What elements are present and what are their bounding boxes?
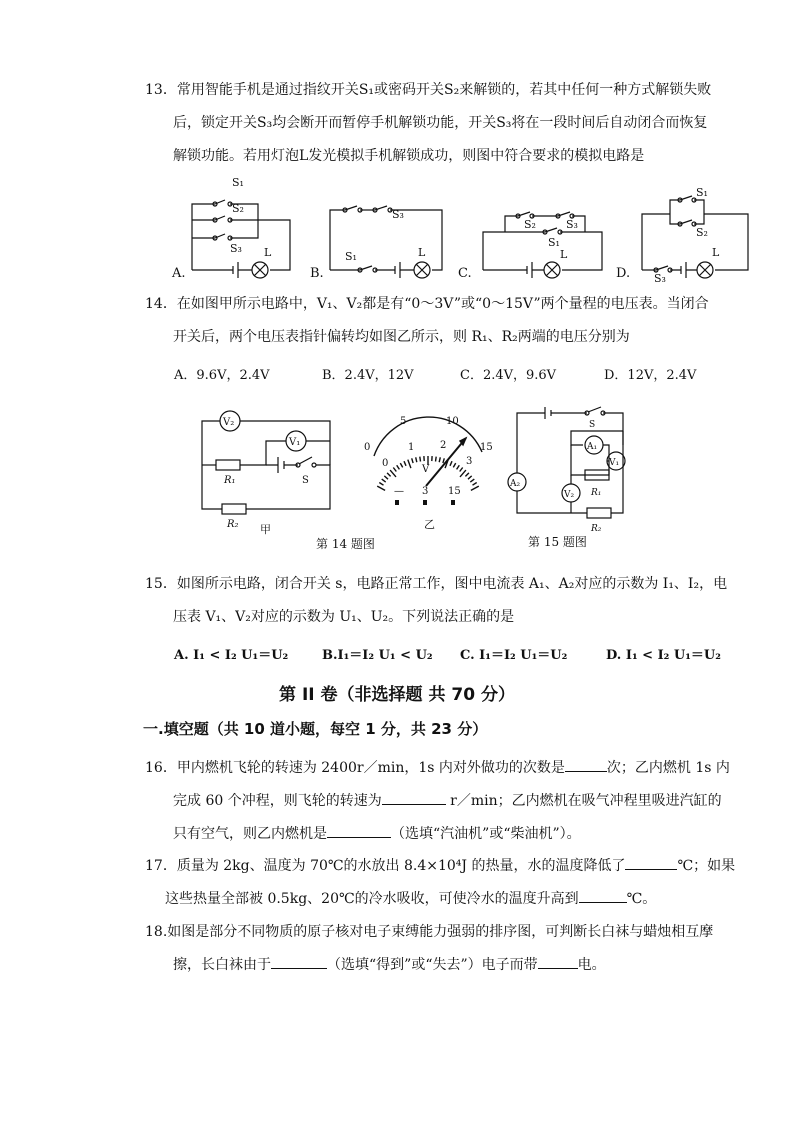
dial-tick [387,473,391,477]
question-15 [145,568,755,634]
dial-tick [400,463,402,467]
q17-text-1a: 17．质量为 2kg、温度为 70℃的水放出 8.4×10⁴J 的热量，水的温度降低了 [145,858,626,874]
q14-figure-caption: 第 14 题图 [316,537,375,551]
q14-line-1: 14．在如图甲所示电路中，V₁、V₂都是有“0～3V”或“0～15V”两个量程的电压表。当闭合 [145,296,709,312]
label-s3-b: S₃ [392,208,404,221]
terminal-15: 15 [448,486,461,497]
q14-option-a: A．9.6V，2.4V [174,368,270,383]
q15-option-c: C. I₁＝I₂ U₁＝U₂ [460,648,568,663]
q15-line-1: 15．如图所示电路，闭合开关 s，电路正常工作，图中电流表 A₁、A₂对应的示数为 I₁、I₂，电 [145,576,728,592]
label-s1-a: S₁ [232,176,244,189]
label-s1-d: S₁ [696,186,708,199]
q15-option-b: B.I₁＝I₂ U₁ < U₂ [322,648,433,663]
label-l-d: L [712,246,720,259]
q16-blank-1[interactable] [565,757,607,772]
q16-text-2b: r／min；乙内燃机在吸气冲程里吸进汽缸的 [445,793,722,809]
dial-tick [439,457,440,462]
dial-tick [470,479,474,482]
dial-tick [382,479,386,482]
q14-figure-jia [194,405,344,535]
q16-line-3 [145,818,755,851]
q15-option-d: D. I₁ < I₂ U₁＝U₂ [606,648,721,663]
outer-tick-15: 15 [480,442,493,453]
label-s2-d: S₂ [696,226,708,239]
q16-text-1b: 次；乙内燃机 1s 内 [606,760,730,776]
q17-line-2 [145,883,755,916]
question-17 [145,850,755,916]
circuit-b [330,206,442,278]
q17-text-2a: 这些热量全部被 0.5kg、20℃的冷水吸收，可使冷水的温度升高到 [165,891,579,907]
label-r2-q15: R₂ [591,524,602,534]
dial-tick [397,465,400,469]
label-s1-c: S₁ [548,236,560,249]
q14-figure-yi-dial [356,410,496,530]
q17-blank-1[interactable] [625,855,677,870]
q14-option-c: C．2.4V，9.6V [460,368,557,383]
dial-tick [471,486,479,490]
label-l-b: L [418,246,426,259]
inner-tick-2: 2 [440,440,447,451]
dial-tick [450,461,452,466]
q17-text-1b: ℃；如果 [677,858,736,874]
outer-tick-5: 5 [400,416,407,427]
q13-option-c: C. [458,266,472,281]
terminal-3: 3 [422,486,429,497]
q16-text-3b: （选填“汽油机”或“柴油机”）。 [391,826,581,842]
q13-line-1: 13．常用智能手机是通过指纹开关S₁或密码开关S₂来解锁的，若其中任何一种方式解锁失败 [145,82,712,98]
dial-tick [393,468,396,472]
q16-line-1 [145,752,755,785]
q18-text-2a: 擦，长白袜由于 [173,957,271,973]
label-s3-a: S₃ [230,242,242,255]
label-v1-q15: V₁ [609,458,620,468]
dial-tick [457,465,460,469]
circuit-d [642,196,748,278]
q14-option-b: B．2.4V，12V [322,368,414,383]
circuit-c [483,212,602,278]
caption-yi: 乙 [424,518,435,530]
q18-text-2b: （选填“得到”或“失去”）电子而带 [327,957,538,973]
label-r1: R₁ [224,475,236,486]
q16-blank-2[interactable] [382,790,446,805]
q18-blank-2[interactable] [538,954,578,969]
label-a2: A₂ [510,479,521,489]
dial-tick [384,476,388,479]
dial-tick [460,468,463,472]
label-r1-q15: R₁ [591,488,602,498]
dial-tick [377,486,385,490]
q15-figure [505,405,635,535]
dial-tick [453,463,455,467]
outer-tick-0: 0 [364,442,371,453]
caption-jia: 甲 [260,523,271,535]
q18-line-1: 18.如图是部分不同物质的原子核对电子束缚能力强弱的排序图，可判断长白袜与蜡烛相互摩 [145,924,714,940]
dial-tick [468,476,472,479]
dial-tick [416,457,417,462]
q16-text-1a: 16．甲内燃机飞轮的转速为 2400r／min，1s 内对外做功的次数是 [145,760,565,776]
inner-tick-0: 0 [382,458,389,469]
inner-tick-3: 3 [466,456,473,467]
q13-line-3: 解锁功能。若用灯泡L发光模拟手机解锁成功，则图中符合要求的模拟电路是 [173,148,645,164]
dial-tick [404,461,406,466]
q17-line-1 [145,850,755,883]
q16-line-2 [145,785,755,818]
label-s2-c: S₂ [524,218,536,231]
q16-text-2a: 完成 60 个冲程，则飞轮的转速为 [173,793,382,809]
label-s3-d: S₃ [654,272,666,284]
part-2-title: 第 II 卷（非选择题 共 70 分） [279,685,515,705]
label-l-c: L [560,248,568,261]
q17-text-2b: ℃。 [626,891,657,907]
dial-tick [436,457,437,462]
q15-line-2: 压表 V₁、V₂对应的示数为 U₁、U₂。下列说法正确的是 [173,609,515,625]
label-s: S [302,475,309,486]
question-16 [145,752,755,851]
q14-option-d: D．12V，2.4V [604,368,697,383]
q15-figure-caption: 第 15 题图 [528,535,587,549]
label-s2-a: S₂ [232,202,244,215]
inner-tick-1: 1 [408,442,415,453]
q13-line-2: 后，锁定开关S₃均会断开而暂停手机解锁功能，开关S₃将在一段时间后自动闭合而恢复 [173,115,708,131]
q13-option-d: D. [616,266,631,281]
label-s3-c: S₃ [566,218,578,231]
q18-text-2c: 电。 [577,957,606,973]
label-v1: V₁ [289,437,301,448]
q15-option-a: A. I₁ < I₂ U₁＝U₂ [174,648,289,663]
dial-tick [473,483,477,486]
q18-line-2 [145,949,755,982]
q14-line-2: 开关后，两个电压表指针偏转均如图乙所示，则 R₁、R₂两端的电压分别为 [173,329,630,345]
label-s1-b: S₁ [345,250,357,263]
dial-tick [412,458,413,463]
dial-tick [443,458,444,463]
q17-blank-2[interactable] [579,888,627,903]
label-a1: A₁ [587,442,598,452]
label-v2: V₂ [223,417,235,428]
question-13 [145,74,755,173]
dial-tick [408,460,411,469]
label-r2: R₂ [227,519,239,530]
label-v2-q15: V₂ [564,490,575,500]
dial-tick [420,457,421,462]
q18-blank-1[interactable] [271,954,327,969]
q13-option-b: B. [310,266,324,281]
dial-tick [465,473,469,477]
dial-tick [379,483,383,486]
question-14 [145,288,755,354]
outer-tick-10: 10 [446,416,459,427]
label-s-q15: S [589,420,596,430]
q16-blank-3[interactable] [327,823,391,838]
q13-option-a: A. [172,266,186,281]
section-1-title: 一.填空题（共 10 道小题，每空 1 分，共 23 分） [143,720,488,738]
terminal-minus: — [394,486,404,497]
label-l-a: L [264,246,272,259]
dial-unit: V [422,464,430,475]
question-18 [145,916,755,982]
q16-text-3a: 只有空气，则乙内燃机是 [173,826,327,842]
